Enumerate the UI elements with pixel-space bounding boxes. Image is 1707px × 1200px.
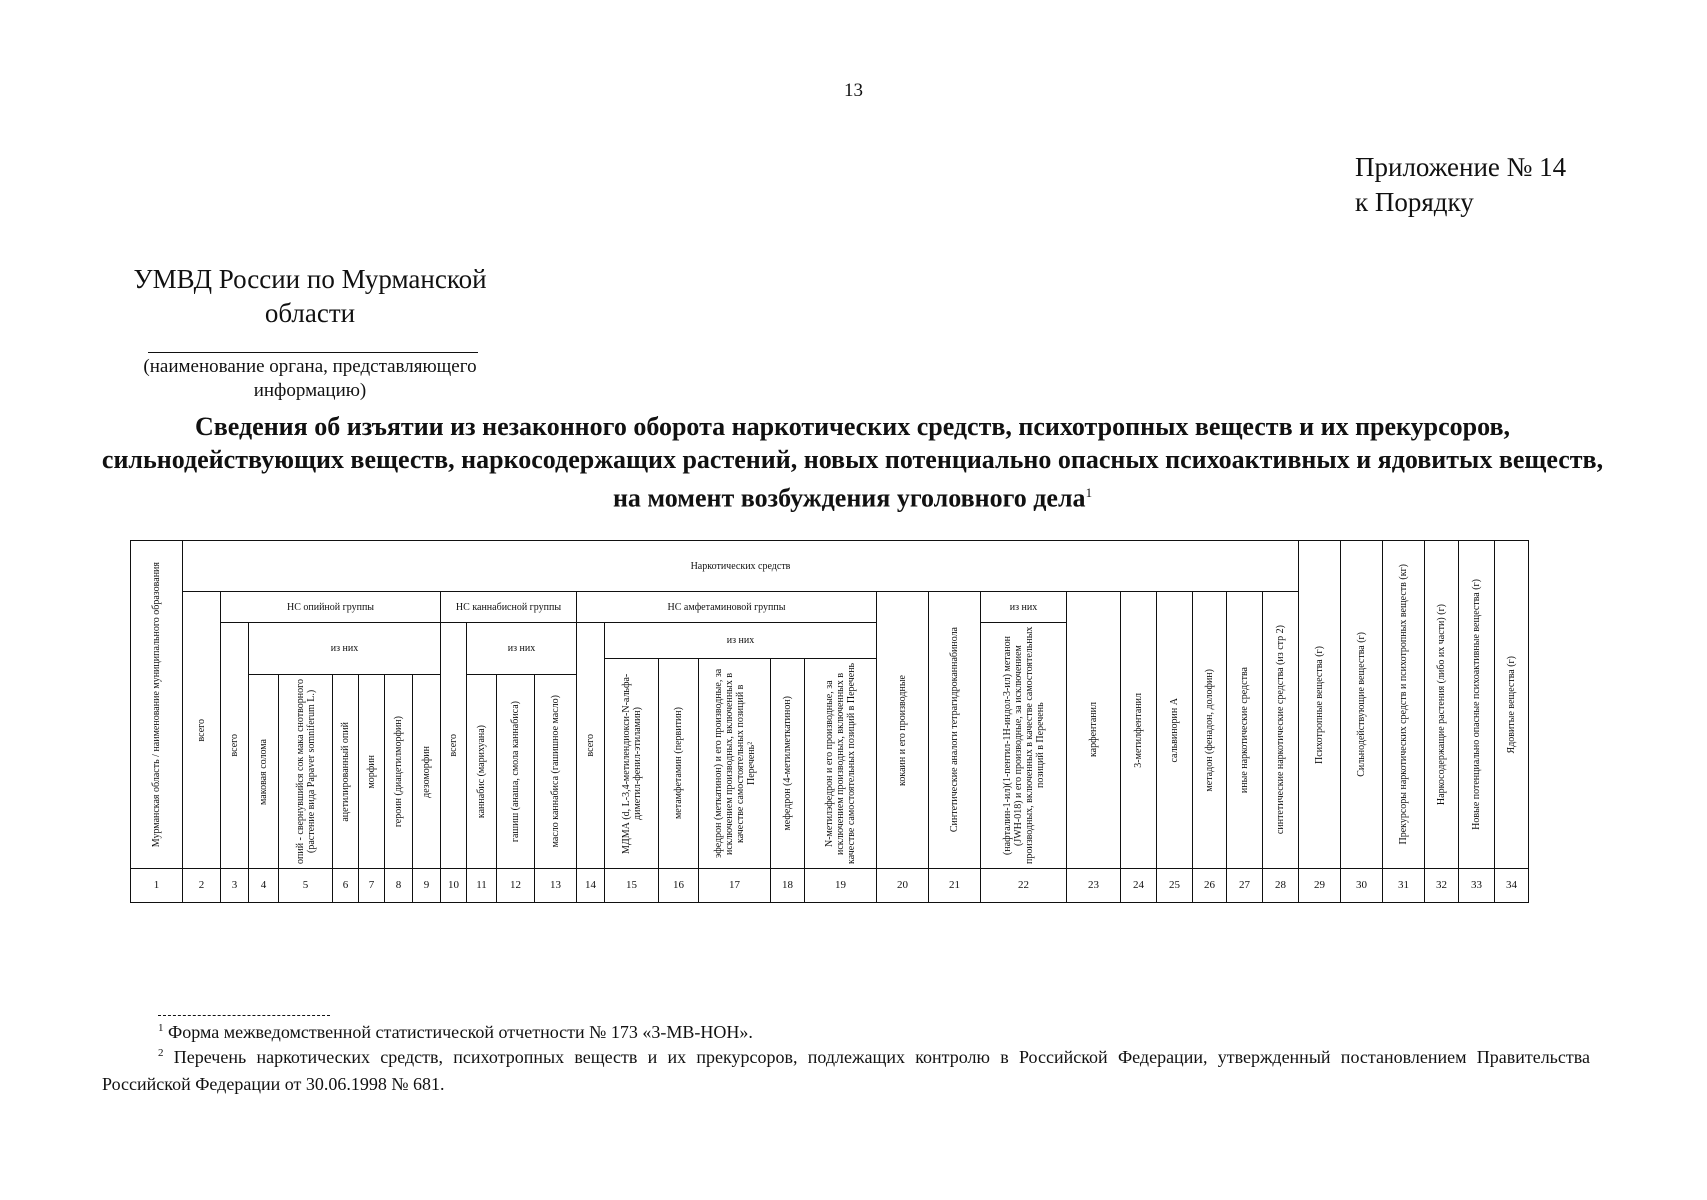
header-cannabis-group: НС каннабисной группы: [440, 591, 577, 623]
column-header-label: ацетилированный опий: [340, 721, 351, 822]
column-header-label: дезоморфин: [421, 745, 432, 798]
appendix-label: [1355, 150, 1566, 220]
footnote-separator: [158, 1015, 330, 1016]
column-number-18: 18: [770, 868, 805, 903]
column-number-26: 26: [1192, 868, 1227, 903]
column-number-28: 28: [1262, 868, 1299, 903]
column-number-30: 30: [1340, 868, 1383, 903]
column-header-8: [384, 674, 413, 869]
column-header-label: всего: [585, 734, 596, 757]
header-opium-of-them: из них: [248, 622, 441, 675]
column-header-label: кокаин и его производные: [897, 674, 908, 786]
appendix-line-2: к Порядку: [1355, 187, 1474, 217]
footnote-2: [102, 1040, 1590, 1098]
column-header-18: [770, 658, 805, 869]
column-number-10: 10: [440, 868, 467, 903]
column-header-29: [1298, 540, 1341, 869]
organization-caption: (наименование органа, представляющего информацию): [143, 356, 477, 401]
column-number-11: 11: [466, 868, 497, 903]
column-header-label: Наркосодержащие растения (либо их части) (г): [1436, 603, 1447, 806]
column-header-label: Синтетические аналоги тетрагидроканнабинола: [949, 627, 960, 833]
title-footnote-mark: 1: [1085, 485, 1093, 500]
column-header-13: [534, 674, 577, 869]
column-number-31: 31: [1382, 868, 1425, 903]
column-header-label: МДМА (d, L-3,4-метилендиокси-N-альфа-диметил-фенил-этиламин): [620, 673, 643, 854]
column-header-25: [1156, 591, 1193, 869]
column-header-34: [1494, 540, 1529, 869]
column-header-label: (нафталин-1-ил)(1-пентил-1Н-индол-3-ил) метанон (JWH-018) и его производные, за исключением производных, включенных в качестве самостоятельных позиций в Перечень: [1001, 626, 1046, 865]
column-number-15: 15: [604, 868, 659, 903]
column-number-14: 14: [576, 868, 605, 903]
column-header-12: [496, 674, 535, 869]
column-number-19: 19: [804, 868, 877, 903]
column-header-label: метамфетамин (первитин): [673, 707, 684, 820]
column-header-23: [1066, 591, 1121, 869]
column-header-label: морфин: [366, 754, 377, 789]
column-header-label: гашиш (анаша, смола каннабиса): [510, 700, 521, 843]
column-header-label: Психотропные вещества (г): [1314, 645, 1325, 764]
footnote-1-mark: 1: [158, 1022, 164, 1034]
column-number-24: 24: [1120, 868, 1157, 903]
column-header-17: [698, 658, 771, 869]
column-header-label: 3-метилфентанил: [1133, 692, 1144, 768]
organization-underline: [148, 352, 478, 353]
header-amphetamine-of-them: из них: [604, 622, 877, 659]
column-header-10: [440, 622, 467, 869]
column-header-4: [248, 674, 279, 869]
column-header-5: [278, 674, 333, 869]
column-header-label: Новые потенциально опасные психоактивные вещества (г): [1471, 579, 1482, 830]
column-header-32: [1424, 540, 1459, 869]
column-header-label: маковая солома: [258, 738, 269, 805]
column-header-label: сальвинорин А: [1169, 697, 1180, 763]
column-header-22: [980, 622, 1067, 869]
column-header-label: N-метилэфедрон и его производные, за исключением производных, включенных в качестве самостоятельных позиций в Перечень: [824, 662, 857, 865]
column-header-7: [358, 674, 385, 869]
column-header-14: [576, 622, 605, 869]
header-opium-group: НС опийной группы: [220, 591, 441, 623]
column-number-25: 25: [1156, 868, 1193, 903]
column-header-label: иные наркотические средства: [1239, 666, 1250, 794]
column-number-1: 1: [130, 868, 183, 903]
column-header-28: [1262, 591, 1299, 869]
column-header-label: опий - свернувшийся сок мака снотворного (растение вида Papaver somniferum L.): [294, 679, 317, 864]
column-header-11: [466, 674, 497, 869]
column-header-33: [1458, 540, 1495, 869]
column-number-22: 22: [980, 868, 1067, 903]
column-number-32: 32: [1424, 868, 1459, 903]
header-narcotic-substances: Наркотических средств: [182, 540, 1299, 592]
footnote-2-mark: 2: [158, 1047, 164, 1059]
column-header-label: Прекурсоры наркотических средств и психотропных веществ (кг): [1398, 564, 1409, 845]
column-header-label: метадон (фенадон, долофин): [1204, 668, 1215, 792]
column-header-label: всего: [448, 734, 459, 757]
report-table: [130, 540, 1602, 984]
column-number-4: 4: [248, 868, 279, 903]
column-header-label: масло каннабиса (гашишное масло): [550, 695, 561, 848]
column-header-15: [604, 658, 659, 869]
footnote-2-text: Перечень наркотических средств, психотропных веществ и их прекурсоров, подлежащих контролю в Российской Федерации, утвержденный постановлением Правительства Российской Федерации от 30.06.1998 № 681.: [102, 1047, 1590, 1094]
footnote-1-text: Форма межведомственной статистической отчетности № 173 «3-МВ-НОН».: [168, 1022, 753, 1042]
column-number-29: 29: [1298, 868, 1341, 903]
column-header-label: героин (диацетилморфин): [393, 715, 404, 828]
title-text: Сведения об изъятии из незаконного оборота наркотических средств, психотропных веществ и их прекурсоров, сильнодействующих веществ, наркосодержащих растений, новых потенциально опасных психоактивных и ядовитых веществ, на момент возбуждения уголовного дела: [101, 412, 1604, 513]
column-header-2: [182, 591, 221, 869]
column-header-20: [876, 591, 929, 869]
appendix-line-1: Приложение № 14: [1355, 152, 1567, 182]
column-number-8: 8: [384, 868, 413, 903]
column-header-label: мефедрон (4-метилметкатинон): [782, 696, 793, 831]
column-number-5: 5: [278, 868, 333, 903]
header-synthetic-of-them: из них: [980, 591, 1067, 623]
column-number-7: 7: [358, 868, 385, 903]
column-number-9: 9: [412, 868, 441, 903]
column-number-17: 17: [698, 868, 771, 903]
column-header-label: всего: [196, 718, 207, 742]
column-header-label: карфентанил: [1088, 702, 1099, 758]
column-header-16: [658, 658, 699, 869]
header-cannabis-of-them: из них: [466, 622, 577, 675]
column-header-26: [1192, 591, 1227, 869]
column-number-27: 27: [1226, 868, 1263, 903]
column-header-6: [332, 674, 359, 869]
column-number-2: 2: [182, 868, 221, 903]
column-number-21: 21: [928, 868, 981, 903]
column-header-19: [804, 658, 877, 869]
column-number-33: 33: [1458, 868, 1495, 903]
column-header-label: всего: [229, 734, 240, 757]
column-header-27: [1226, 591, 1263, 869]
column-number-20: 20: [876, 868, 929, 903]
column-header-label: Ядовитые вещества (г): [1506, 655, 1517, 754]
header-amphetamine-group: НС амфетаминовой группы: [576, 591, 877, 623]
column-number-13: 13: [534, 868, 577, 903]
column-header-9: [412, 674, 441, 869]
column-header-label: синтетические наркотические средства (из стр 2): [1275, 625, 1286, 835]
column-header-3: [220, 622, 249, 869]
column-number-12: 12: [496, 868, 535, 903]
column-header-label: Мурманская область / наименование муниципального образования: [151, 561, 162, 848]
column-number-23: 23: [1066, 868, 1121, 903]
column-number-16: 16: [658, 868, 699, 903]
column-header-21: [928, 591, 981, 869]
column-header-1: [130, 540, 183, 869]
column-number-3: 3: [220, 868, 249, 903]
column-header-label: каннабис (марихуана): [476, 724, 487, 819]
column-number-6: 6: [332, 868, 359, 903]
column-number-34: 34: [1494, 868, 1529, 903]
column-header-label: эфедрон (меткатинон) и его производные, за исключением производных, включенных в качестве самостоятельных позиций в Перечень²: [712, 668, 757, 859]
column-header-24: [1120, 591, 1157, 869]
column-header-label: Сильнодействующие вещества (г): [1356, 632, 1367, 777]
column-header-31: [1382, 540, 1425, 869]
column-header-30: [1340, 540, 1383, 869]
page-number: 13: [844, 80, 863, 101]
document-title: [95, 410, 1610, 515]
organization-name: УМВД России по Мурманской области: [133, 264, 487, 328]
